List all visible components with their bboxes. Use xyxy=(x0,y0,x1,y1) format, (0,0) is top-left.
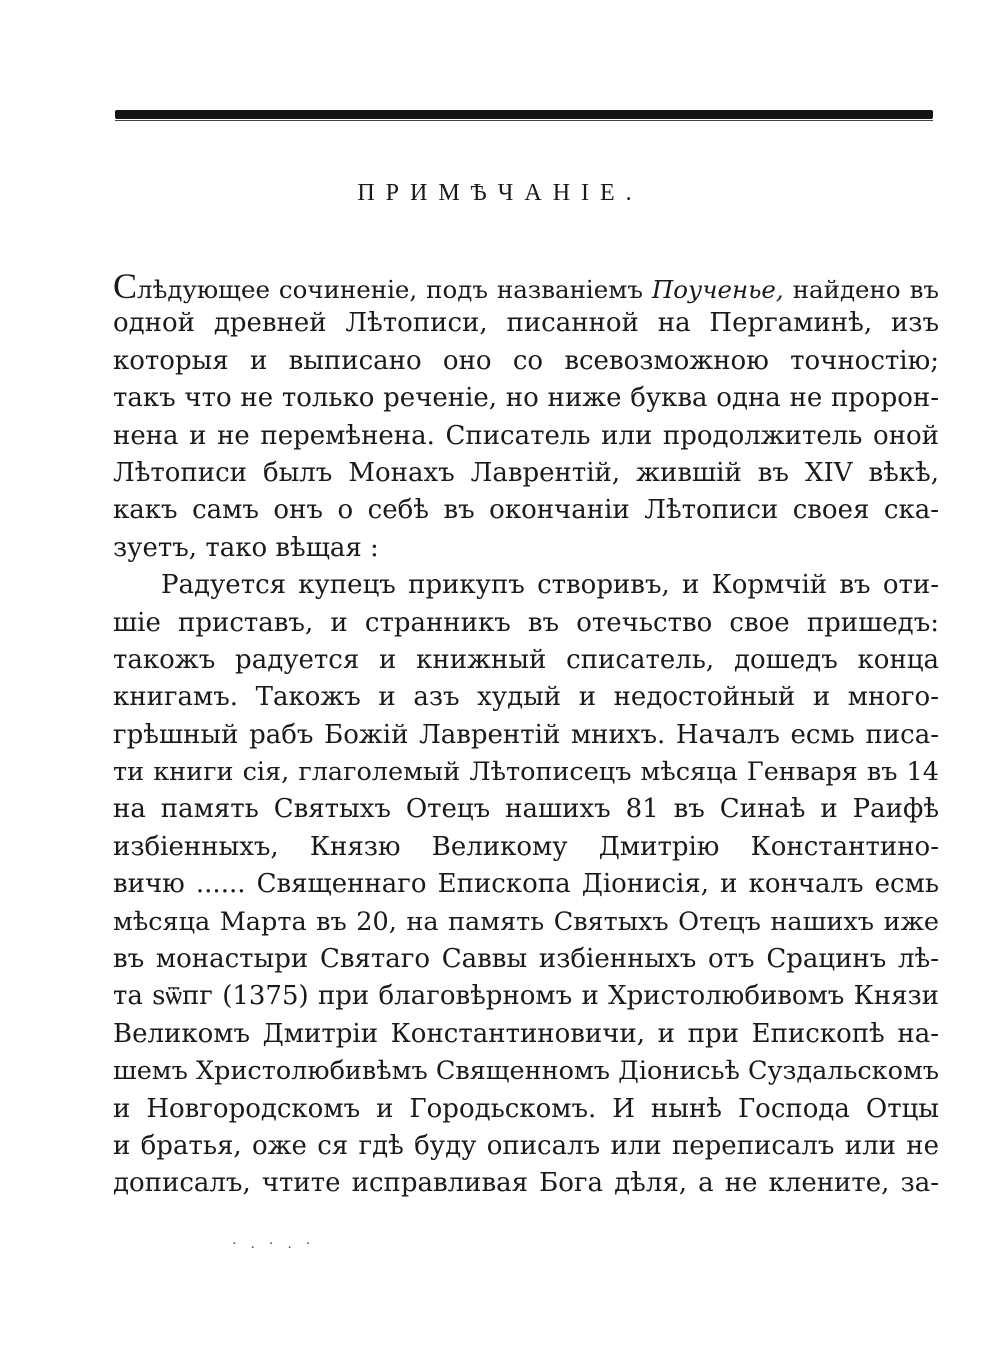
paragraph-2-line: та ѕѿпг (1375) при благовѣрномъ и Христолюбивомъ Князи xyxy=(113,981,939,1012)
paragraph-2-line: и Новгородскомъ и Городьскомъ. И нынѣ Господа Отцы xyxy=(113,1093,939,1124)
italic-title: Поученье, xyxy=(651,275,784,304)
ink-specks: ·.·.· xyxy=(232,1236,325,1252)
paragraph-1-line: одной древней Лѣтописи, писанной на Пергаминѣ, изъ xyxy=(113,308,939,339)
drop-initial: С xyxy=(113,266,138,306)
paragraph-2-line: ти книги сія, глаголемый Лѣтописецъ мѣсяца Генваря въ 14 xyxy=(113,757,939,788)
paragraph-2-line: и братья, оже ся гдѣ буду описалъ или переписалъ или не xyxy=(113,1130,939,1161)
paragraph-2-line: Радуется купецъ прикупъ створивъ, и Кормчій въ оти- xyxy=(161,570,939,601)
paragraph-1-line: какъ самъ онъ о себѣ въ окончаніи Лѣтописи своея ска- xyxy=(113,495,939,526)
paragraph-2-line: на память Святыхъ Отецъ нашихъ 81 въ Синаѣ и Раифѣ xyxy=(113,794,939,825)
paragraph-2-line: грѣшный рабъ Божій Лаврентій мнихъ. Началъ есмь писа- xyxy=(113,719,939,750)
line-1-text: лѣдующее сочиненіе, подъ названіемъ xyxy=(137,275,652,304)
paragraph-2-line: мѣсяца Марта въ 20, на память Святыхъ Отецъ нашихъ иже xyxy=(113,906,939,937)
paragraph-2-line: дописалъ, чтите исправливая Бога дѣля, а не клените, за- xyxy=(113,1168,939,1199)
paragraph-2-line: такожъ радуется и книжный списатель, дошедъ конца xyxy=(113,644,939,675)
body-text xyxy=(113,268,939,1203)
paragraph-2-line: въ монастыри Святаго Саввы избіенныхъ отъ Срацинъ лѣ- xyxy=(113,944,939,975)
paragraph-1-line: Лѣтописи былъ Монахъ Лаврентій, жившій въ XIV вѣкѣ, xyxy=(113,457,939,488)
paragraph-2-line: Великомъ Дмитріи Константиновичи, и при Епископѣ на- xyxy=(113,1018,939,1049)
line-1-end: найдено въ xyxy=(783,275,939,304)
header-rule xyxy=(115,110,933,119)
paragraph-1-line: которыя и выписано оно со всевозможною точностію; xyxy=(113,345,939,376)
page-title: ПРИМѢЧАНІЕ. xyxy=(357,180,643,206)
paragraph-1-line: зуетъ, тако вѣщая : xyxy=(113,532,379,563)
paragraph-1-line-1 xyxy=(113,268,939,305)
paragraph-2-line: избіенныхъ, Князю Великому Дмитрію Константино- xyxy=(113,831,939,862)
paragraph-2-line: шіе приставъ, и странникъ въ отечьство свое пришедъ: xyxy=(113,607,939,638)
paragraph-1-line: нена и не перемѣнена. Списатель или продолжитель оной xyxy=(113,420,939,451)
paragraph-2-line: книгамъ. Такожъ и азъ худый и недостойный и много- xyxy=(113,682,939,713)
paragraph-2-line: вичю ...... Священнаго Епископа Діонисія, и кончалъ есмь xyxy=(113,869,939,900)
paragraph-1-line: такъ что не только реченіе, но ниже буква одна не пророн- xyxy=(113,383,939,414)
paragraph-2-line: шемъ Христолюбивѣмъ Священномъ Діонисьѣ Суздальскомъ xyxy=(113,1056,939,1087)
